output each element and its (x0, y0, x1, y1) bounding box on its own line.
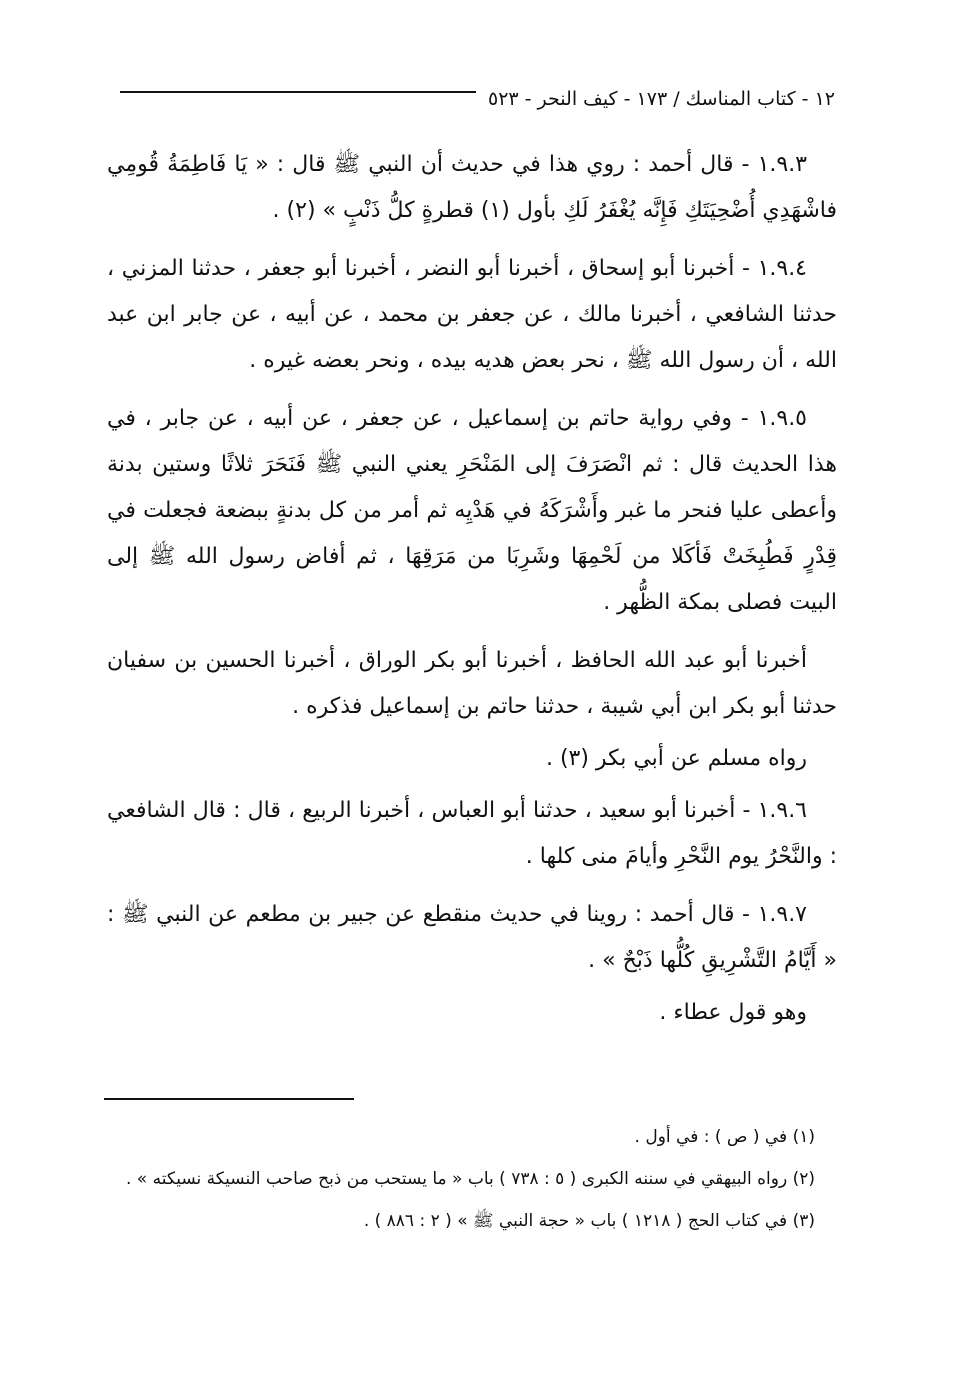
footnote-rule (104, 1098, 354, 1100)
footnote-3: (٣) في كتاب الحج ( ١٢١٨ ) باب « حجة النبي ﷺ » ( ٢ : ٨٨٦ ) . (363, 1211, 815, 1231)
footnote-2: (٢) رواه البيهقي في سننه الكبرى ( ٥ : ٧٣٨ ) باب « ما يستحب من ذبح صاحب النسيكة نسيكته » . (125, 1169, 815, 1189)
hadith-1-9-6: ١.٩.٦ - أخبرنا أبو سعيد ، حدثنا أبو العباس ، أخبرنا الربيع ، قال : قال الشافعي : والنَّحْرُ يوم النَّحْرِ وأيامَ منى كلها . (107, 798, 837, 869)
isnad-paragraph: أخبرنا أبو عبد الله الحافظ ، أخبرنا أبو بكر الوراق ، أخبرنا الحسين بن سفيان حدثنا أبو بكر ابن أبي شيبة ، حدثنا حاتم بن إسماعيل فذكره . (107, 648, 837, 719)
hadith-1-9-7: ١.٩.٧ - قال أحمد : روينا في حديث منقطع عن جبير بن مطعم عن النبي ﷺ : « أَيَّامُ التَّشْرِيقِ كُلُّها ذَبْحٌ » . (107, 902, 837, 973)
running-title: ١٢ - كتاب المناسك / ١٧٣ - كيف النحر - ٥٢٣ (488, 88, 835, 110)
ata-statement: وهو قول عطاء . (659, 1000, 807, 1025)
header-rule (120, 91, 476, 93)
footnotes (107, 1118, 837, 1244)
main-text (107, 142, 837, 1048)
hadith-1-9-5: ١.٩.٥ - وفي رواية حاتم بن إسماعيل ، عن جعفر ، عن أبيه ، عن جابر ، في هذا الحديث قال : ثم انْصَرَفَ إلى المَنْحَرِ يعني النبي ﷺ فَنَحَرَ ثلاثًا وستين بدنة وأعطى عليا فنحر ما غبر وأَشْرَكَهُ في هَدْيِه ثم أمر من كل بدنةٍ ببضعة فجعلت في قِدْرٍ فَطُبِخَتْ فَأكَلا من لَحْمِهَا وشَرِبَا من مَرَقِهَا ، ثم أفاض رسول الله ﷺ إلى البيت فصلى بمكة الظُّهر . (107, 406, 837, 615)
page-header (120, 84, 835, 114)
hadith-1-9-3: ١.٩.٣ - قال أحمد : روي هذا في حديث أن النبي ﷺ قال : « يَا فَاطِمَةُ قُومِي فاشْهَدِي أُضْحِيَتَكِ فَإِنَّه يُغْفَرُ لَكِ بأول (١) قطرةٍ كلُّ ذَنْبٍ » (٢) . (107, 152, 837, 223)
footnote-1: (١) في ( ص ) : في أول . (634, 1127, 815, 1147)
muslim-reference: رواه مسلم عن أبي بكر (٣) . (545, 746, 807, 771)
hadith-1-9-4: ١.٩.٤ - أخبرنا أبو إسحاق ، أخبرنا أبو النضر ، أخبرنا أبو جعفر ، حدثنا المزني ، حدثنا الشافعي ، أخبرنا مالك ، عن جعفر بن محمد ، عن أبيه ، عن جابر ابن عبد الله ، أن رسول الله ﷺ ، نحر بعض هديه بيده ، ونحر بعضه غيره . (107, 256, 837, 373)
